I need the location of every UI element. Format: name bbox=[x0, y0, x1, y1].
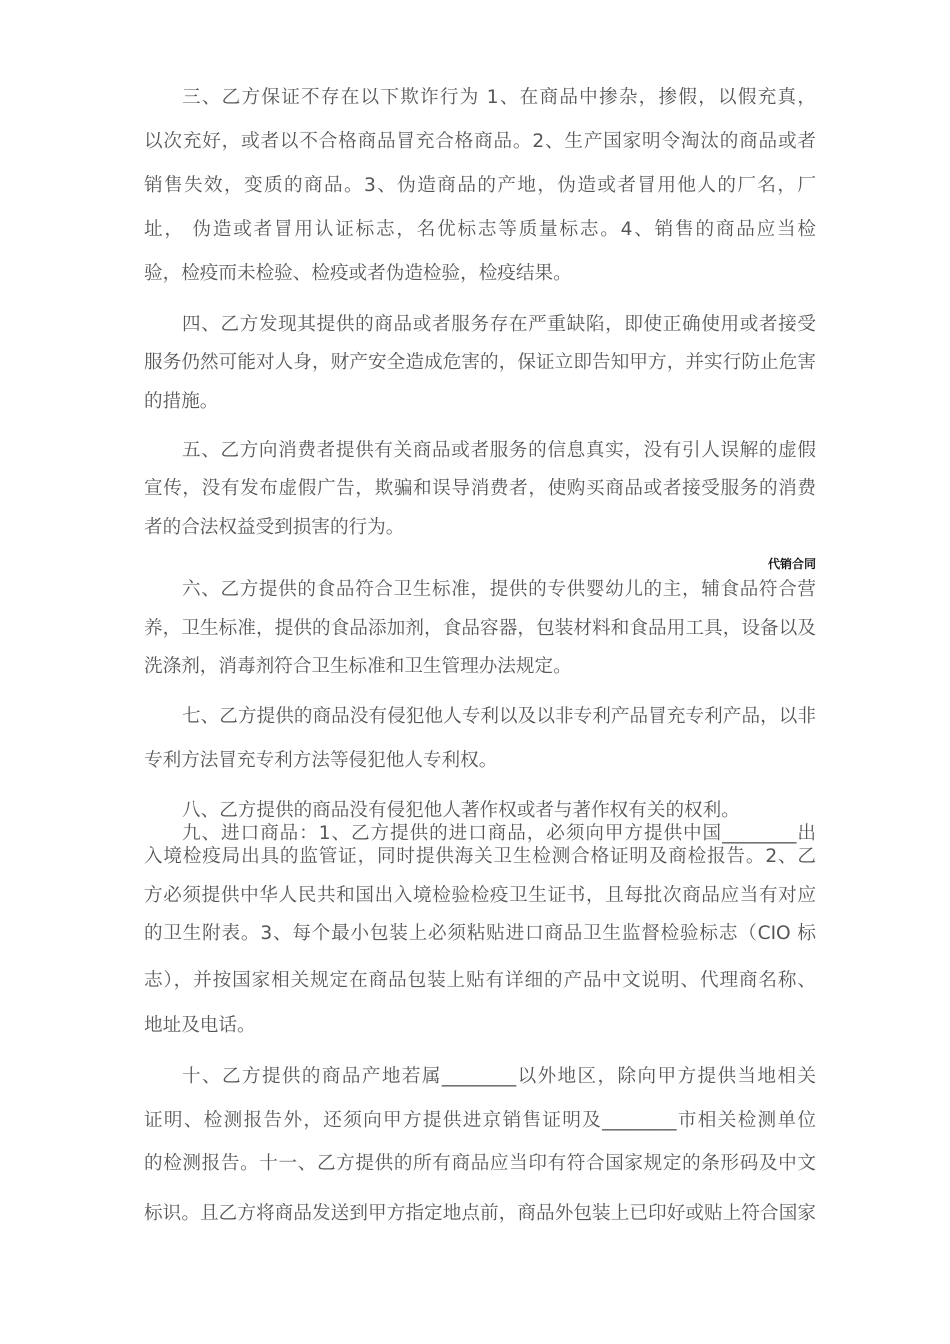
text-line: 十、乙方提供的商品产地若属________以外地区，除向甲方提供当地相关 bbox=[182, 1066, 816, 1087]
text-line: 八、乙方提供的商品没有侵犯他人著作权或者与著作权有关的权利。 bbox=[182, 800, 740, 821]
header-label: 代销合同 bbox=[767, 557, 816, 571]
text-line: 服务仍然可能对人身，财产安全造成危害的，保证立即告知甲方，并实行防止危害 bbox=[144, 352, 816, 373]
text-line: 六、乙方提供的食品符合卫生标准，提供的专供婴幼儿的主，辅食品符合营 bbox=[182, 579, 816, 600]
text-line: 三、乙方保证不存在以下欺诈行为 1、在商品中掺杂，掺假，以假充真， bbox=[182, 87, 816, 108]
text-line: 四、乙方发现其提供的商品或者服务存在严重缺陷，即使正确使用或者接受 bbox=[182, 314, 816, 335]
text-line: 销售失效，变质的商品。3、伪造商品的产地，伪造或者冒用他人的厂名，厂 bbox=[144, 175, 816, 196]
text-line: 验，检疫而未检验、检疫或者伪造检验，检疫结果。 bbox=[144, 263, 572, 284]
text-line: 方必须提供中华人民共和国出入境检验检疫卫生证书，且每批次商品应当有对应 bbox=[144, 885, 816, 906]
text-line: 七、乙方提供的商品没有侵犯他人专利以及以非专利产品冒充专利产品，以非 bbox=[182, 706, 816, 727]
text-line: 以次充好，或者以不合格商品冒充合格商品。2、生产国家明令淘汰的商品或者 bbox=[144, 131, 816, 152]
text-line: 者的合法权益受到损害的行为。 bbox=[144, 517, 405, 538]
text-line: 标识。且乙方将商品发送到甲方指定地点前，商品外包装上已印好或贴上符合国家 bbox=[144, 1203, 816, 1224]
text-line: 的卫生附表。3、每个最小包装上必须粘贴进口商品卫生监督检验标志（CIO 标 bbox=[144, 923, 816, 944]
text-line: 入境检疫局出具的监管证，同时提供海关卫生检测合格证明及商检报告。2、乙 bbox=[144, 846, 816, 867]
text-line: 地址及电话。 bbox=[144, 1015, 256, 1036]
text-line: 的检测报告。十一、乙方提供的所有商品应当印有符合国家规定的条形码及中文 bbox=[144, 1153, 816, 1174]
text-line: 洗涤剂，消毒剂符合卫生标准和卫生管理办法规定。 bbox=[144, 656, 572, 677]
text-line: 的措施。 bbox=[144, 391, 219, 412]
text-line: 五、乙方向消费者提供有关商品或者服务的信息真实，没有引人误解的虚假 bbox=[182, 440, 816, 461]
text-line: 证明、检测报告外，还须向甲方提供进京销售证明及________市相关检测单位 bbox=[144, 1110, 816, 1131]
text-line: 专利方法冒充专利方法等侵犯他人专利权。 bbox=[144, 750, 498, 771]
text-line: 志），并按国家相关规定在商品包装上贴有详细的产品中文说明、代理商名称、 bbox=[144, 970, 816, 991]
text-line: 址， 伪造或者冒用认证标志，名优标志等质量标志。4、销售的商品应当检 bbox=[144, 219, 816, 240]
text-line: 养，卫生标准，提供的食品添加剂，食品容器，包装材料和食品用工具，设备以及 bbox=[144, 618, 816, 639]
text-line: 宣传，没有发布虚假广告，欺骗和误导消费者，使购买商品或者接受服务的消费 bbox=[144, 478, 816, 499]
text-line: 九、进口商品：1、乙方提供的进口商品，必须向甲方提供中国________出 bbox=[182, 823, 816, 844]
